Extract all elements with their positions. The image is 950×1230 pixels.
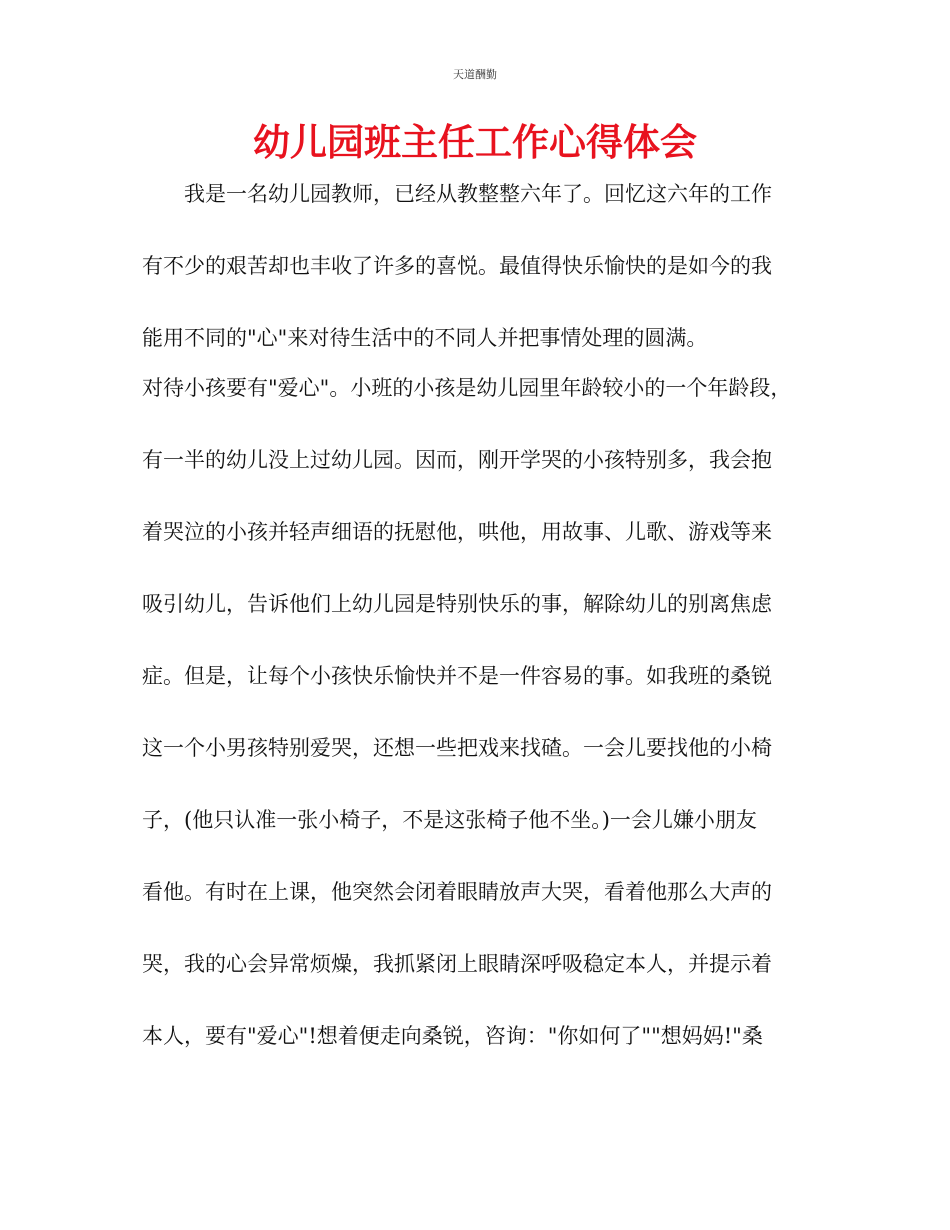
paragraph-line: 有一半的幼儿没上过幼儿园。因而，刚开学哭的小孩特别多，我会抱 — [142, 448, 772, 472]
paragraph-line: 症。但是，让每个小孩快乐愉快并不是一件容易的事。如我班的桑锐 — [142, 664, 772, 688]
paragraph-line: 对待小孩要有"爱心"。小班的小孩是幼儿园里年龄较小的一个年龄段， — [142, 376, 792, 400]
paragraph-line: 有不少的艰苦却也丰收了许多的喜悦。最值得快乐愉快的是如今的我 — [142, 254, 772, 278]
paragraph-line: 这一个小男孩特别爱哭，还想一些把戏来找碴。一会儿要找他的小椅 — [142, 736, 772, 760]
document-body — [142, 176, 822, 1090]
paragraph-line: 我是一名幼儿园教师，已经从教整整六年了。回忆这六年的工作 — [184, 182, 772, 206]
page-header: 天道酬勤 — [453, 68, 497, 81]
paragraph-line: 本人，要有"爱心"!想着便走向桑锐，咨询："你如何了""想妈妈!"桑 — [142, 1024, 763, 1048]
paragraph-line: 能用不同的"心"来对待生活中的不同人并把事情处理的圆满。 — [142, 326, 708, 350]
paragraph-line: 吸引幼儿，告诉他们上幼儿园是特别快乐的事，解除幼儿的别离焦虑 — [142, 592, 772, 616]
paragraph-line: 看他。有时在上课，他突然会闭着眼睛放声大哭，看着他那么大声的 — [142, 880, 772, 904]
paragraph-line: 哭，我的心会异常烦燥，我抓紧闭上眼睛深呼吸稳定本人，并提示着 — [142, 952, 772, 976]
paragraph-line: 子，(他只认准一张小椅子，不是这张椅子他不坐。)一会儿嫌小朋友 — [142, 808, 757, 832]
paragraph-line: 着哭泣的小孩并轻声细语的抚慰他，哄他，用故事、儿歌、游戏等来 — [142, 520, 772, 544]
document-title: 幼儿园班主任工作心得体会 — [253, 121, 697, 164]
